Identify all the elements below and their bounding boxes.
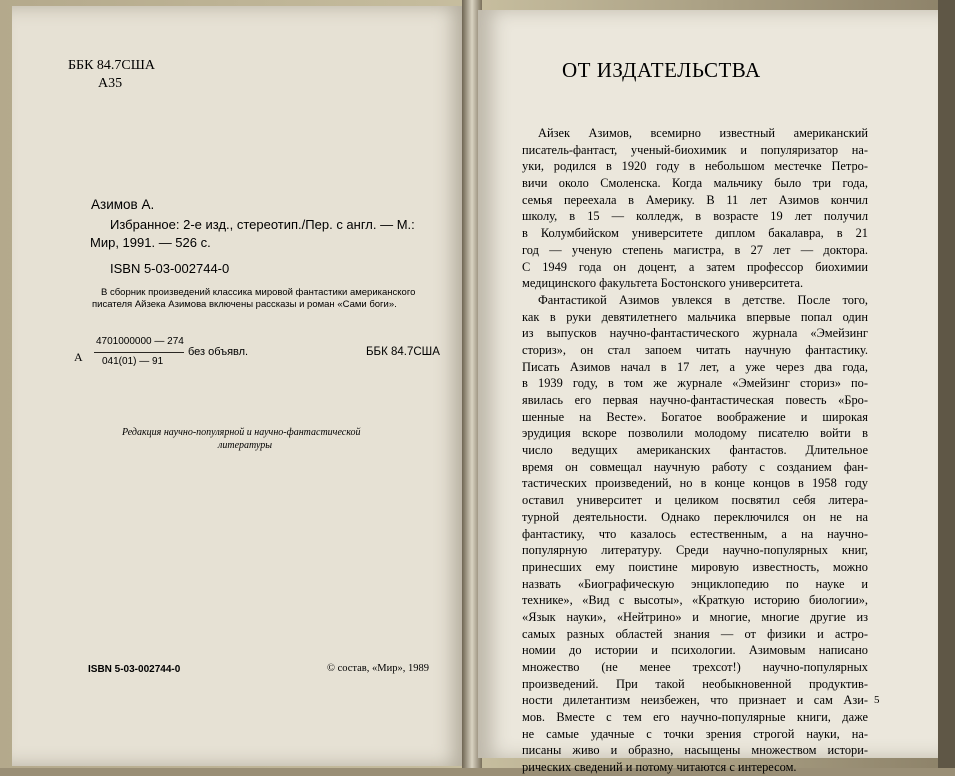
text-line: оставил университет и целиком посвятил себя литера- (522, 493, 868, 508)
text-line: С 1949 года он доцент, а затем профессор биохимии (522, 259, 868, 274)
text-line: Писать Азимов начал в 17 лет, а уже через два года, (522, 359, 868, 374)
text-line: школу, в 15 — колледж, в возрасте 19 лет получил (522, 209, 868, 224)
editorial-line-1: Редакция научно-популярной и научно-фантастической (122, 427, 361, 438)
text-line: шенные на Весте». Богатое воображение и широкая (522, 409, 868, 424)
bbk-code: ББК 84.7США (68, 58, 155, 73)
text-line: назвать «Биографическую энциклопедию по науке и (522, 576, 868, 591)
text-line: вичи около Смоленска. Когда мальчику было три года, (522, 176, 868, 191)
bibliographic-line-1: Избранное: 2-е изд., стереотип./Пер. с англ. — М.: (110, 217, 415, 232)
text-line: медицинского факультета Бостонского университета. (522, 276, 804, 291)
text-line: в 1939 году, в том же журнале «Эмейзинг сториз» по- (522, 376, 868, 391)
text-line: время он совмещал научную работу с созданием фан- (522, 459, 868, 474)
text-line: произведений. При такой необыкновенной продуктив- (522, 676, 868, 691)
copyright: © состав, «Мир», 1989 (327, 663, 429, 674)
text-line: «Язык науки», «Нейтрино» и многие, многие другие из (522, 609, 868, 624)
text-line: Фантастикой Азимов увлекся в детстве. После того, (538, 292, 868, 307)
text-line: год — ученую степень магистра, в 27 лет — доктора. (522, 242, 868, 257)
bleed-through-ghost (107, 126, 427, 186)
isbn-bottom: ISBN 5-03-002744-0 (88, 664, 181, 675)
code-note: без объявл. (188, 346, 249, 358)
text-line: принесших ему поистине мировую известность, можно (522, 559, 868, 574)
text-line: уки, родился в 1920 году в небольшом местечке Петро- (522, 159, 868, 174)
text-line: множество (не менее трехсот!) научно-популярных (522, 660, 868, 674)
annotation-line-2: писателя Айзека Азимова включены рассказы и роман «Сами боги». (92, 299, 397, 310)
bbk-code-right: ББК 84.7США (366, 346, 440, 358)
text-line: мов. Вместе с тем его научно-популярные книги, даже (522, 710, 868, 725)
text-line: эрудиция вскоре позволили молодому писателю войти в (522, 426, 868, 441)
text-line: рических сведений и потому читаются с интересом. (522, 760, 797, 775)
left-page (12, 6, 467, 766)
text-line: из выпусков научно-фантастического журнала «Эмейзинг (522, 326, 868, 341)
fraction-line (94, 352, 184, 353)
bibliographic-line-2: Мир, 1991. — 526 с. (90, 235, 211, 250)
page-number: 5 (874, 694, 880, 706)
text-line: семья переехала в Америку. В 11 лет Азимов кончил (522, 192, 868, 207)
author-name: Азимов А. (91, 197, 155, 212)
text-line: номии до истории и психологии. Азимовым написано (522, 643, 868, 658)
text-line: фантастику, что казалось естественным, а на научно- (522, 526, 868, 541)
annotation-line-1: В сборник произведений классика мировой фантастики американского (101, 287, 416, 298)
book-edge (938, 0, 955, 768)
text-line: сториз», он стал запоем читать научную фантастику. (522, 342, 868, 357)
isbn: ISBN 5-03-002744-0 (110, 261, 230, 276)
text-line: технике», «Вид с высоты», «Краткую историю биологии», (522, 593, 868, 608)
text-line: не самые удачные с точки зрения строгой науки, на- (522, 726, 868, 741)
text-line: явилась его первая научно-фантастическая повесть «Бро- (522, 393, 868, 407)
text-line: Айзек Азимов, всемирно известный американский (538, 126, 868, 140)
page-title: ОТ ИЗДАТЕЛЬСТВА (562, 58, 761, 82)
editorial-line-2: литературы (218, 440, 273, 451)
code-letter: А (74, 350, 83, 364)
body-text (522, 125, 868, 776)
text-line: самых разных областей знания — от физики и астро- (522, 626, 868, 641)
author-code: А35 (98, 76, 123, 91)
code-denominator: 041(01) — 91 (102, 356, 164, 367)
text-line: писаны живо и образно, насыщены множеством истори- (522, 743, 868, 758)
text-line: популярную литературу. Среди научно-популярных книг, (522, 543, 868, 558)
text-line: ности дилетантизм неизбежен, что признает и сам Ази- (522, 693, 868, 708)
text-line: турной деятельности. Однако переключился он не на (522, 509, 868, 524)
text-line: писатель-фантаст, ученый-биохимик и популяризатор на- (522, 142, 868, 157)
code-numerator: 4701000000 — 274 (96, 336, 184, 347)
text-line: число ведущих американских фантастов. Длительное (522, 443, 868, 458)
text-line: тастических произведений, но в конце концов в 1958 году (522, 476, 868, 491)
text-line: как в руки девятилетнего мальчика впервые попал один (522, 309, 868, 324)
text-line: в Колумбийском университете диплом бакалавра, в 21 (522, 226, 868, 241)
